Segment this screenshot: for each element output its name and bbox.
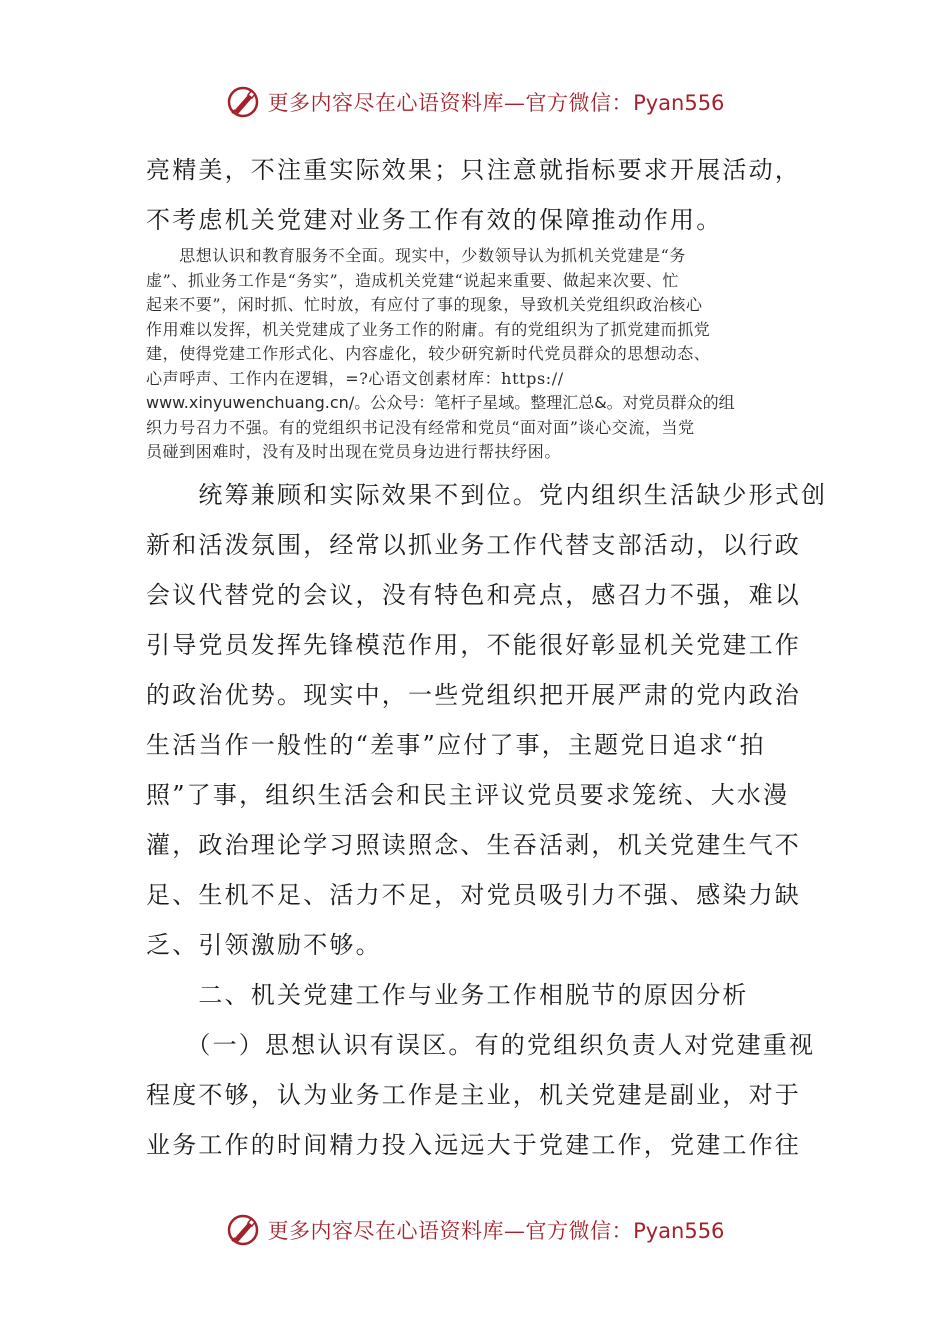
text-line: 心声呼声、工作内在逻辑，=?心语文创素材库：https:// xyxy=(146,368,564,388)
paragraph-middle xyxy=(146,470,826,1170)
text-line: 乏、引领激励不够。 xyxy=(146,931,382,959)
text-line: （一）思想认识有误区。有的党组织负责人对党建重视 xyxy=(146,1031,816,1059)
section-heading: 二、机关党建工作与业务工作相脱节的原因分析 xyxy=(146,981,749,1009)
banner-prefix: 更多内容尽在心语资料库—官方微信： xyxy=(267,91,634,115)
text-line: 程度不够，认为业务工作是主业，机关党建是副业，对于 xyxy=(146,1081,801,1109)
text-line: 生活当作一般性的“差事”应付了事，主题党日追求“拍 xyxy=(146,731,766,759)
text-line: 灌，政治理论学习照读照念、生吞活剥，机关党建生气不 xyxy=(146,831,801,859)
pen-logo-icon xyxy=(226,85,260,119)
text-line: 织力号召力不强。有的党组织书记没有经常和党员“面对面”谈心交流，当党 xyxy=(146,417,695,437)
text-line: 足、生机不足、活力不足，对党员吸引力不强、感染力缺 xyxy=(146,881,801,909)
banner-handle: Pyan556 xyxy=(633,1219,725,1243)
text-line: 业务工作的时间精力投入远远大于党建工作，党建工作往 xyxy=(146,1131,801,1159)
pen-logo-icon xyxy=(226,1213,260,1247)
text-line: 不考虑机关党建对业务工作有效的保障推动作用。 xyxy=(146,206,723,234)
banner-text xyxy=(268,1215,725,1245)
paragraph-top xyxy=(146,145,826,245)
text-line: 作用难以发挥，机关党建成了业务工作的附庸。有的党组织为了抓党建而抓党 xyxy=(146,319,711,339)
text-line: www.xinyuwenchuang.cn/。公众号：笔杆子星域。整理汇总&。对党员群众的组 xyxy=(146,393,735,412)
text-line: 新和活泼氛围，经常以抓业务工作代替支部活动，以行政 xyxy=(146,531,801,559)
text-line: 照”了事，组织生活会和民主评议党员要求笼统、大水漫 xyxy=(146,781,790,809)
text-line: 员碰到困难时，没有及时出现在党员身边进行帮扶纾困。 xyxy=(146,442,562,461)
text-line: 引导党员发挥先锋模范作用，不能很好彰显机关党建工作 xyxy=(146,631,801,659)
header-banner xyxy=(0,82,950,122)
text-line: 起来不要”，闲时抓、忙时放，有应付了事的现象，导致机关党组织政治核心 xyxy=(146,295,703,314)
paragraph-small xyxy=(146,244,808,465)
text-line: 亮精美，不注重实际效果；只注意就指标要求开展活动， xyxy=(146,156,801,184)
footer-banner xyxy=(0,1210,950,1250)
text-line: 会议代替党的会议，没有特色和亮点，感召力不强，难以 xyxy=(146,581,801,609)
text-line: 统筹兼顾和实际效果不到位。党内组织生活缺少形式创 xyxy=(146,481,828,509)
text-line: 思想认识和教育服务不全面。现实中，少数领导认为抓机关党建是“务 xyxy=(146,246,686,265)
banner-prefix: 更多内容尽在心语资料库—官方微信： xyxy=(267,1219,634,1243)
text-line: 虚”、抓业务工作是“务实”，造成机关党建“说起来重要、做起来次要、忙 xyxy=(146,270,680,290)
text-line: 的政治优势。现实中，一些党组织把开展严肃的党内政治 xyxy=(146,681,801,709)
text-line: 建，使得党建工作形式化、内容虚化，较少研究新时代党员群众的思想动态、 xyxy=(146,344,711,363)
banner-text xyxy=(268,87,725,117)
banner-handle: Pyan556 xyxy=(633,91,725,115)
